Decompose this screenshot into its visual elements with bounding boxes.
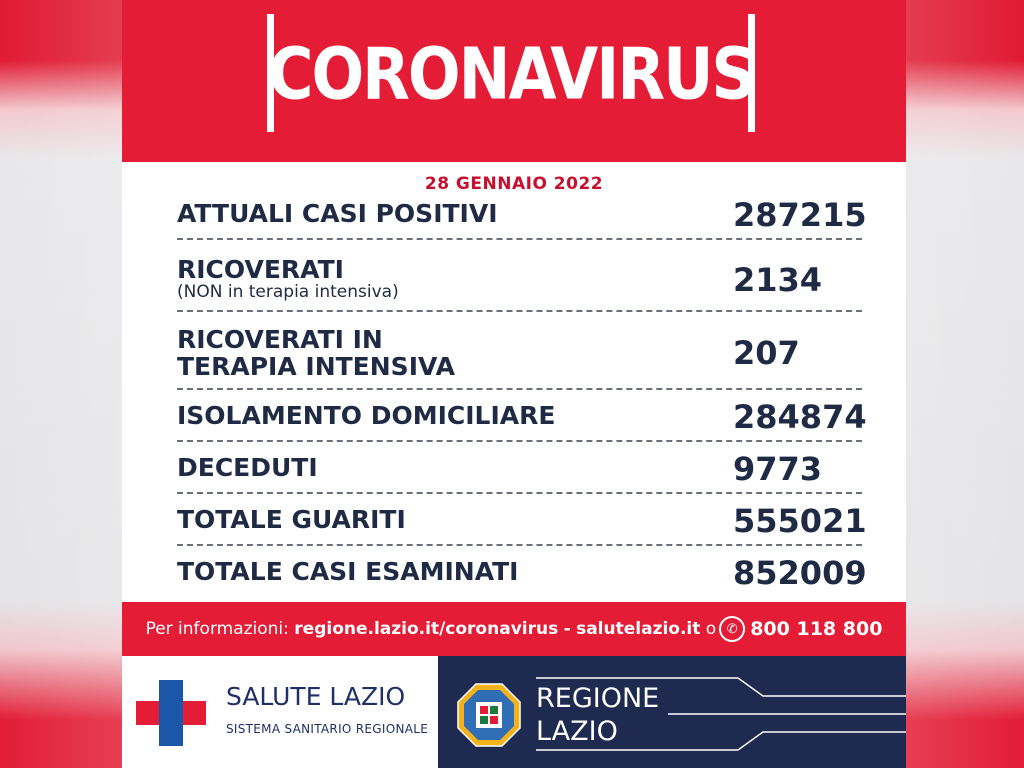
info-bar bbox=[122, 602, 906, 656]
cross-center bbox=[159, 701, 183, 725]
stat-label: TOTALE CASI ESAMINATI bbox=[177, 557, 519, 586]
link-salutelazio[interactable]: salutelazio.it bbox=[576, 619, 701, 639]
stat-label: ATTUALI CASI POSITIVI bbox=[177, 199, 498, 228]
stat-row-home-isolation bbox=[177, 390, 867, 442]
regione-line1: REGIONE bbox=[536, 683, 660, 714]
regione-lazio-logo bbox=[438, 656, 906, 768]
stat-sublabel: (NON in terapia intensiva) bbox=[177, 282, 399, 302]
cross-logo-icon bbox=[136, 680, 206, 746]
stat-row-recovered bbox=[177, 494, 867, 546]
regione-emblem-icon bbox=[456, 682, 522, 748]
phone-number[interactable]: 800 118 800 bbox=[750, 618, 883, 640]
bulletin-poster bbox=[122, 0, 906, 768]
stat-row-positive bbox=[177, 194, 867, 240]
cross-top bbox=[159, 680, 183, 701]
stat-label-line1: RICOVERATI IN bbox=[177, 325, 383, 354]
header-banner bbox=[122, 0, 906, 162]
title-frame bbox=[267, 14, 755, 132]
salute-lazio-title: SALUTE LAZIO bbox=[226, 682, 406, 711]
info-or: o bbox=[705, 619, 717, 639]
stat-label: ISOLAMENTO DOMICILIARE bbox=[177, 401, 556, 430]
stat-value: 287215 bbox=[733, 196, 867, 234]
link-regione-lazio[interactable]: regione.lazio.it/coronavirus bbox=[294, 619, 559, 639]
info-prefix: Per informazioni: bbox=[145, 619, 289, 639]
stat-row-icu bbox=[177, 312, 862, 390]
background-right bbox=[906, 0, 1024, 768]
regione-line2: LAZIO bbox=[536, 716, 618, 747]
stat-label: TOTALE GUARITI bbox=[177, 505, 406, 534]
stat-value: 284874 bbox=[733, 398, 867, 436]
stat-label-line2: TERAPIA INTENSIVA bbox=[177, 352, 455, 381]
page-title: CORONAVIRUS bbox=[274, 13, 748, 133]
bulletin-date: 28 GENNAIO 2022 bbox=[424, 174, 604, 194]
phone-icon: ✆ bbox=[719, 616, 745, 642]
salute-lazio-logo bbox=[122, 656, 438, 768]
stat-row-total-tested bbox=[177, 546, 867, 598]
stat-value: 207 bbox=[733, 334, 800, 372]
background-left bbox=[0, 0, 122, 768]
stat-label: RICOVERATI bbox=[177, 255, 344, 284]
regione-lazio-text bbox=[536, 682, 659, 748]
info-separator: - bbox=[563, 619, 571, 639]
salute-lazio-subtitle: SISTEMA SANITARIO REGIONALE bbox=[226, 722, 429, 736]
stat-value: 2134 bbox=[733, 261, 823, 299]
stat-label: DECEDUTI bbox=[177, 453, 318, 482]
stat-row-deceased bbox=[177, 442, 862, 494]
stat-value: 9773 bbox=[733, 450, 823, 488]
stat-row-hospitalized bbox=[177, 240, 862, 312]
stats-table bbox=[177, 194, 867, 598]
stat-value: 555021 bbox=[733, 502, 867, 540]
stat-value: 852009 bbox=[733, 554, 867, 592]
